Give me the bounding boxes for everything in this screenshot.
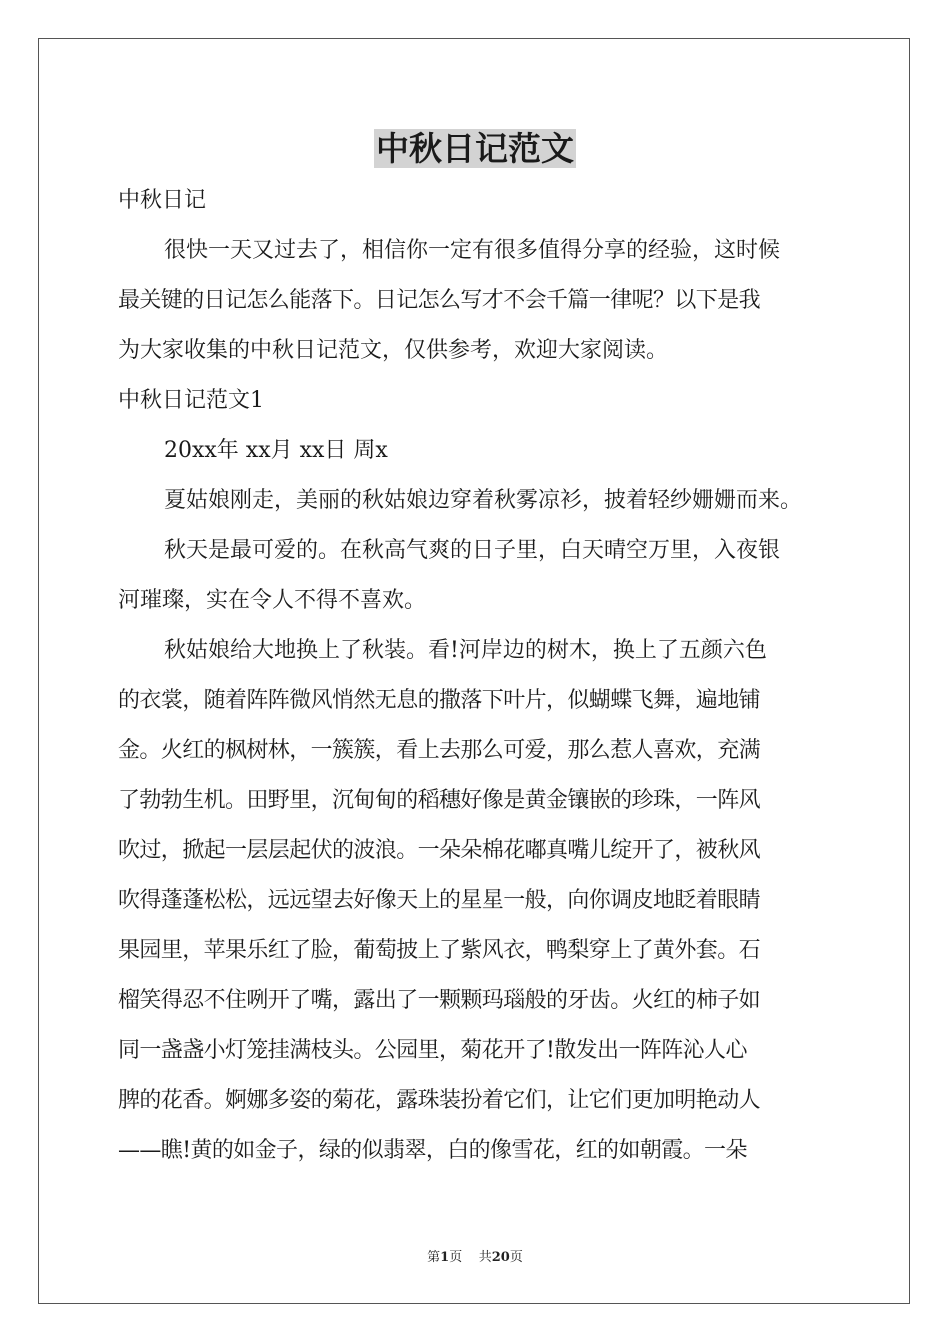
text-line: 吹得蓬蓬松松，远远望去好像天上的星星一般，向你调皮地眨着眼睛: [118, 888, 761, 913]
text-line: 榴笑得忍不住咧开了嘴，露出了一颗颗玛瑙般的牙齿。火红的柿子如: [118, 988, 761, 1013]
text-line: 中秋日记: [118, 188, 207, 213]
total-suffix: 页: [509, 1250, 523, 1265]
document-title: [0, 127, 950, 171]
text-line: 金。火红的枫树林，一簇簇，看上去那么可爱，那么惹人喜欢，充满: [118, 738, 761, 763]
text-line: 吹过，掀起一层层起伏的波浪。一朵朵棉花嘟真嘴儿绽开了，被秋风: [118, 838, 761, 863]
text-line: 脾的花香。婀娜多姿的菊花，露珠装扮着它们，让它们更加明艳动人: [118, 1088, 761, 1113]
text-line: 很快一天又过去了，相信你一定有很多值得分享的经验，这时候: [164, 238, 781, 263]
text-line: 夏姑娘刚走，美丽的秋姑娘边穿着秋雾凉衫，披着轻纱姗姗而来。: [164, 488, 803, 513]
total-pages: 20: [491, 1250, 510, 1265]
text-line: 果园里，苹果乐红了脸，葡萄披上了紫风衣，鸭梨穿上了黄外套。石: [118, 938, 761, 963]
page-prefix: 第: [427, 1250, 441, 1265]
text-line: 最关键的日记怎么能落下。日记怎么写才不会千篇一律呢？以下是我: [118, 288, 761, 313]
text-line: 了勃勃生机。田野里，沉甸甸的稻穗好像是黄金镶嵌的珍珠，一阵风: [118, 788, 761, 813]
page-footer: [0, 1246, 950, 1265]
text-line: 同一盏盏小灯笼挂满枝头。公园里，菊花开了!散发出一阵阵沁人心: [118, 1038, 747, 1063]
text-line: ——瞧!黄的如金子，绿的似翡翠，白的像雪花，红的如朝霞。一朵: [118, 1138, 747, 1163]
text-line: 中秋日记范文1: [118, 388, 264, 413]
text-line: 20xx年 xx月 xx日 周x: [164, 438, 388, 463]
total-prefix: 共: [478, 1250, 492, 1265]
document-title-text: 中秋日记范文: [376, 129, 574, 168]
text-line: 为大家收集的中秋日记范文，仅供参考，欢迎大家阅读。: [118, 338, 669, 363]
text-line: 河璀璨，实在令人不得不喜欢。: [118, 588, 427, 613]
document-body: [118, 176, 834, 1176]
text-line: 秋姑娘给大地换上了秋装。看!河岸边的树木，换上了五颜六色: [164, 638, 767, 663]
page-number: 1: [440, 1250, 450, 1265]
text-line: 的衣裳，随着阵阵微风悄然无息的撒落下叶片，似蝴蝶飞舞，遍地铺: [118, 688, 761, 713]
page-suffix: 页: [449, 1250, 463, 1265]
text-line: 秋天是最可爱的。在秋高气爽的日子里，白天晴空万里，入夜银: [164, 538, 781, 563]
